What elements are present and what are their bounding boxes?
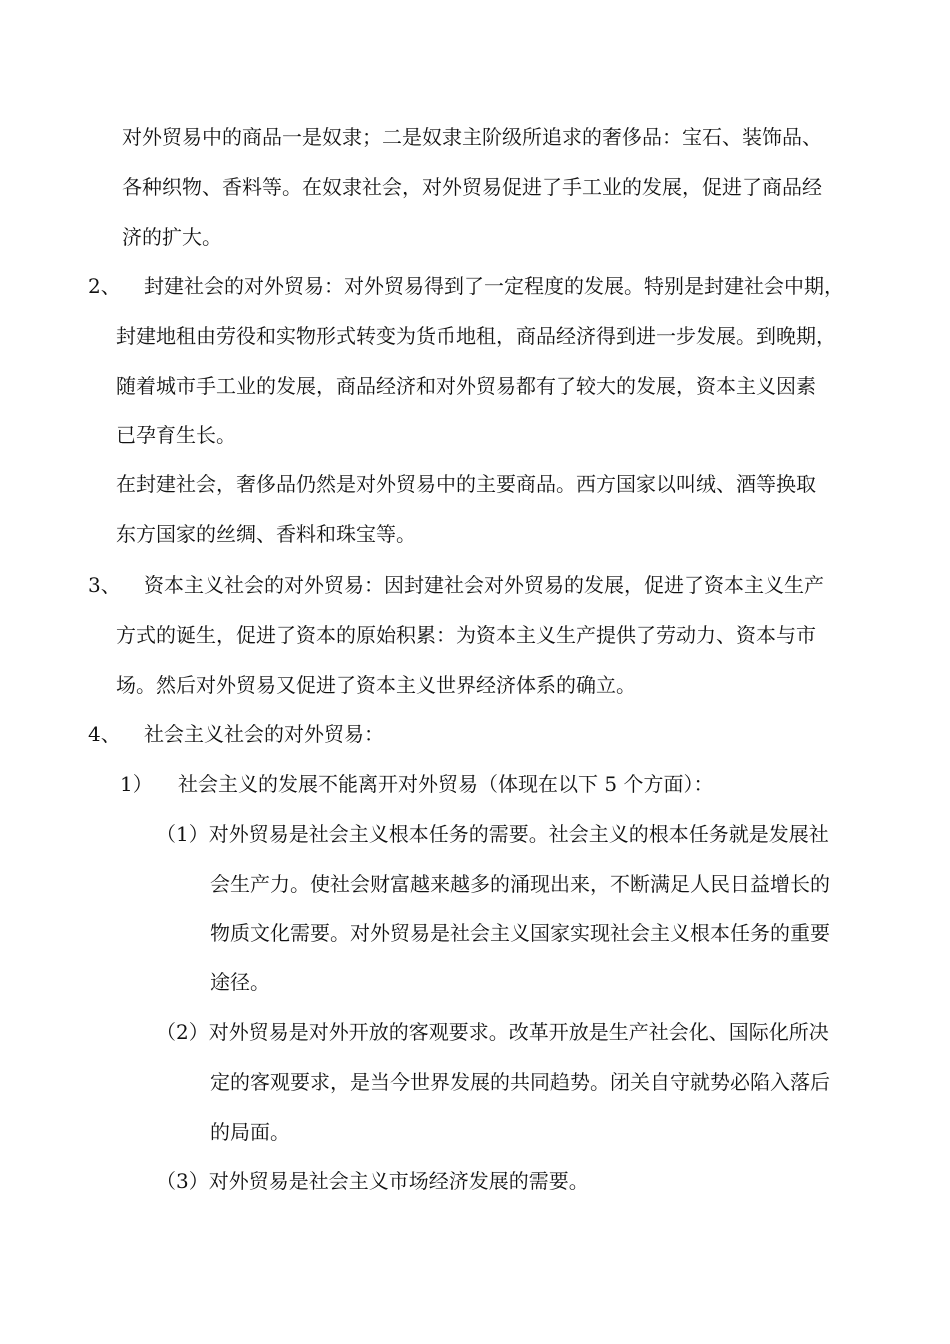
item3-line-3: 场。然后对外贸易又促进了资本主义世界经济体系的确立。 <box>116 673 636 697</box>
intro-line-2: 各种织物、香料等。在奴隶社会，对外贸易促进了手工业的发展，促进了商品经 <box>122 175 822 199</box>
item2-extra-line-2: 东方国家的丝绸、香料和珠宝等。 <box>116 522 416 546</box>
point2-line-1: （2）对外贸易是对外开放的客观要求。改革开放是生产社会化、国际化所决 <box>156 1020 829 1044</box>
item2-line-3: 随着城市手工业的发展，商品经济和对外贸易都有了较大的发展，资本主义因素 <box>116 374 816 398</box>
item3-line-2: 方式的诞生，促进了资本的原始积累：为资本主义生产提供了劳动力、资本与市 <box>116 623 816 647</box>
item2-line-1: 封建社会的对外贸易：对外贸易得到了一定程度的发展。特别是封建社会中期， <box>144 274 844 298</box>
item4-number: 4、 <box>88 722 121 746</box>
point1-line-4: 途径。 <box>210 970 270 994</box>
sub1-title: 社会主义的发展不能离开对外贸易（体现在以下 5 个方面）： <box>178 772 714 796</box>
point1-line-2: 会生产力。使社会财富越来越多的涌现出来，不断满足人民日益增长的 <box>210 872 830 896</box>
item3-line-1: 资本主义社会的对外贸易：因封建社会对外贸易的发展，促进了资本主义生产 <box>144 573 824 597</box>
item2-line-4: 已孕育生长。 <box>116 423 236 447</box>
point1-line-1: （1）对外贸易是社会主义根本任务的需要。社会主义的根本任务就是发展社 <box>156 822 829 846</box>
intro-line-3: 济的扩大。 <box>122 225 222 249</box>
point2-line-3: 的局面。 <box>210 1120 290 1144</box>
point3-line-1: （3）对外贸易是社会主义市场经济发展的需要。 <box>156 1169 589 1193</box>
item2-line-2: 封建地租由劳役和实物形式转变为货币地租，商品经济得到进一步发展。到晚期， <box>116 324 836 348</box>
item4-title: 社会主义社会的对外贸易： <box>144 722 384 746</box>
sub1-number: 1） <box>120 772 153 796</box>
point2-line-2: 定的客观要求，是当今世界发展的共同趋势。闭关自守就势必陷入落后 <box>210 1070 830 1094</box>
intro-line-1: 对外贸易中的商品一是奴隶；二是奴隶主阶级所追求的奢侈品：宝石、装饰品、 <box>122 125 822 149</box>
item3-number: 3、 <box>88 573 121 597</box>
item2-number: 2、 <box>88 274 121 298</box>
item2-extra-line-1: 在封建社会，奢侈品仍然是对外贸易中的主要商品。西方国家以叫绒、酒等换取 <box>116 472 816 496</box>
point1-line-3: 物质文化需要。对外贸易是社会主义国家实现社会主义根本任务的重要 <box>210 921 830 945</box>
